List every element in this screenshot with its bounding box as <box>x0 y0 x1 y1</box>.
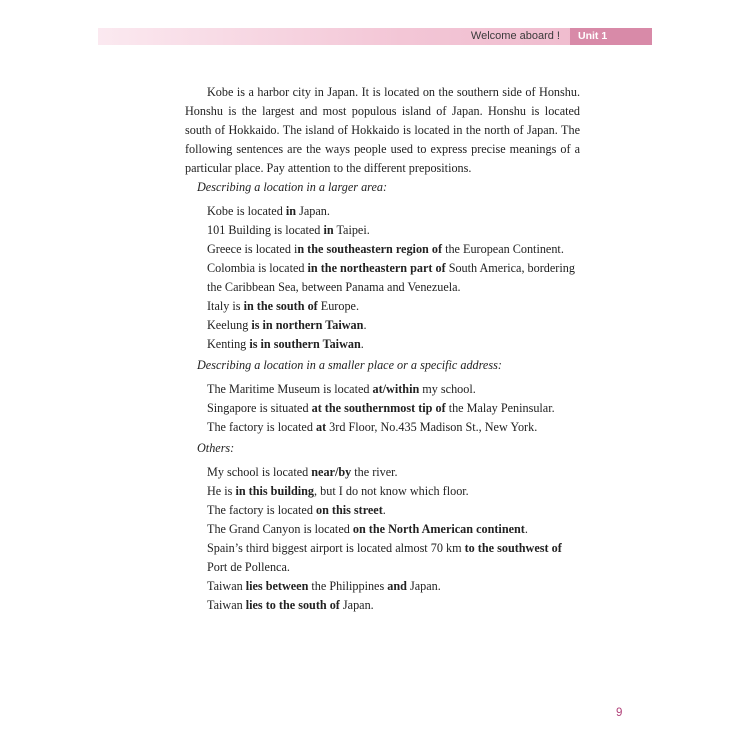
example-sentence <box>185 202 580 221</box>
sentence-text: Italy is <box>207 299 244 313</box>
sections <box>185 178 580 615</box>
sentence-text: Kenting <box>207 337 250 351</box>
sentence-text: the Malay Peninsular. <box>445 401 555 415</box>
sentence-text: the river. <box>351 465 398 479</box>
sentence-text: Port de Pollenca. <box>207 560 290 574</box>
emphasized-phrase: in <box>323 223 334 237</box>
sentence-text: Japan. <box>296 204 330 218</box>
section-heading: Describing a location in a larger area: <box>197 180 388 194</box>
emphasized-phrase: lies between <box>245 579 309 593</box>
sentence-text: Europe. <box>317 299 360 313</box>
example-sentence <box>185 596 580 615</box>
example-sentence <box>185 240 580 259</box>
emphasized-phrase: in this building <box>235 484 315 498</box>
sentence-text: Spain’s third biggest airport is located almost 70 km <box>207 541 465 555</box>
sentence-text: the European Continent. <box>442 242 564 256</box>
sentence-text: 3rd Floor, No.435 Madison St., New York. <box>326 420 538 434</box>
sentence-text: Japan. <box>406 579 441 593</box>
emphasized-phrase: in <box>285 204 297 218</box>
emphasized-phrase: is in northern Taiwan <box>251 318 364 332</box>
sentence-text: The factory is located <box>207 503 316 517</box>
sentence-text: the Philippines <box>308 579 388 593</box>
example-sentence <box>185 316 580 335</box>
emphasized-phrase: at/within <box>372 382 420 396</box>
sentence-text: The factory is located <box>207 420 316 434</box>
sentence-text: 101 Building is located <box>207 223 324 237</box>
example-sentence <box>185 539 580 577</box>
example-sentence <box>185 577 580 596</box>
emphasized-phrase: in the south of <box>243 299 318 313</box>
emphasized-phrase: in the northeastern part of <box>307 261 446 275</box>
emphasized-phrase: and <box>387 579 407 593</box>
emphasized-phrase: on the North American continent <box>352 522 525 536</box>
emphasized-phrase: on this street <box>315 503 383 517</box>
sentence-text: Singapore is situated <box>207 401 312 415</box>
example-sentence <box>185 380 580 399</box>
sentence-text: Taiwan <box>207 579 246 593</box>
example-sentence <box>185 482 580 501</box>
example-sentence <box>185 221 580 240</box>
example-list <box>185 463 580 615</box>
sentence-text: South America, bordering the Caribbean Sea, between Panama and Venezuela. <box>207 261 575 294</box>
sentence-text: My school is located <box>207 465 312 479</box>
section-heading: Others: <box>197 441 235 455</box>
header-title: Welcome aboard ! <box>470 30 560 42</box>
sentence-text: Kobe is located <box>207 204 286 218</box>
page-number: 9 <box>616 707 623 719</box>
sentence-text: Colombia is located <box>207 261 308 275</box>
example-sentence <box>185 297 580 316</box>
emphasized-phrase: lies to the south of <box>245 598 340 612</box>
sentence-text: The Grand Canyon is located <box>207 522 353 536</box>
example-sentence <box>185 335 580 354</box>
example-list <box>185 202 580 354</box>
example-sentence <box>185 399 580 418</box>
sentence-text: Taipei. <box>333 223 370 237</box>
emphasized-phrase: near/by <box>311 465 352 479</box>
emphasized-phrase: at <box>315 420 327 434</box>
example-sentence <box>185 259 580 297</box>
example-sentence <box>185 501 580 520</box>
page-content <box>185 83 580 617</box>
example-list <box>185 380 580 437</box>
example-sentence <box>185 418 580 437</box>
sentence-text: . <box>382 503 386 517</box>
sentence-text: He is <box>207 484 236 498</box>
emphasized-phrase: n the southeastern region of <box>297 242 443 256</box>
emphasized-phrase: at the southernmost tip of <box>311 401 446 415</box>
section-heading: Describing a location in a smaller place or a specific address: <box>197 358 502 372</box>
sentence-text: Greece is located i <box>207 242 298 256</box>
sentence-text: Japan. <box>339 598 374 612</box>
example-sentence <box>185 520 580 539</box>
emphasized-phrase: to the southwest of <box>464 541 562 555</box>
unit-tab: Unit 1 <box>570 28 652 45</box>
emphasized-phrase: is in southern Taiwan <box>249 337 361 351</box>
sentence-text: Taiwan <box>207 598 246 612</box>
header-bar <box>98 28 652 45</box>
sentence-text: The Maritime Museum is located <box>207 382 373 396</box>
sentence-text: my school. <box>419 382 476 396</box>
sentence-text: . <box>360 337 364 351</box>
example-sentence <box>185 463 580 482</box>
intro-paragraph: Kobe is a harbor city in Japan. It is located on the southern side of Honshu. Honshu is the largest and most populous island of Japan. Honshu is located south of Hokkaido. The island of Hokkaido is located in the north of Japan. The following sentences are the ways people used to express precise meanings of a particular place. Pay attention to the different prepositions. <box>185 85 580 175</box>
sentence-text: . <box>524 522 528 536</box>
sentence-text: . <box>363 318 367 332</box>
sentence-text: , but I do not know which floor. <box>314 484 469 498</box>
sentence-text: Keelung <box>207 318 252 332</box>
